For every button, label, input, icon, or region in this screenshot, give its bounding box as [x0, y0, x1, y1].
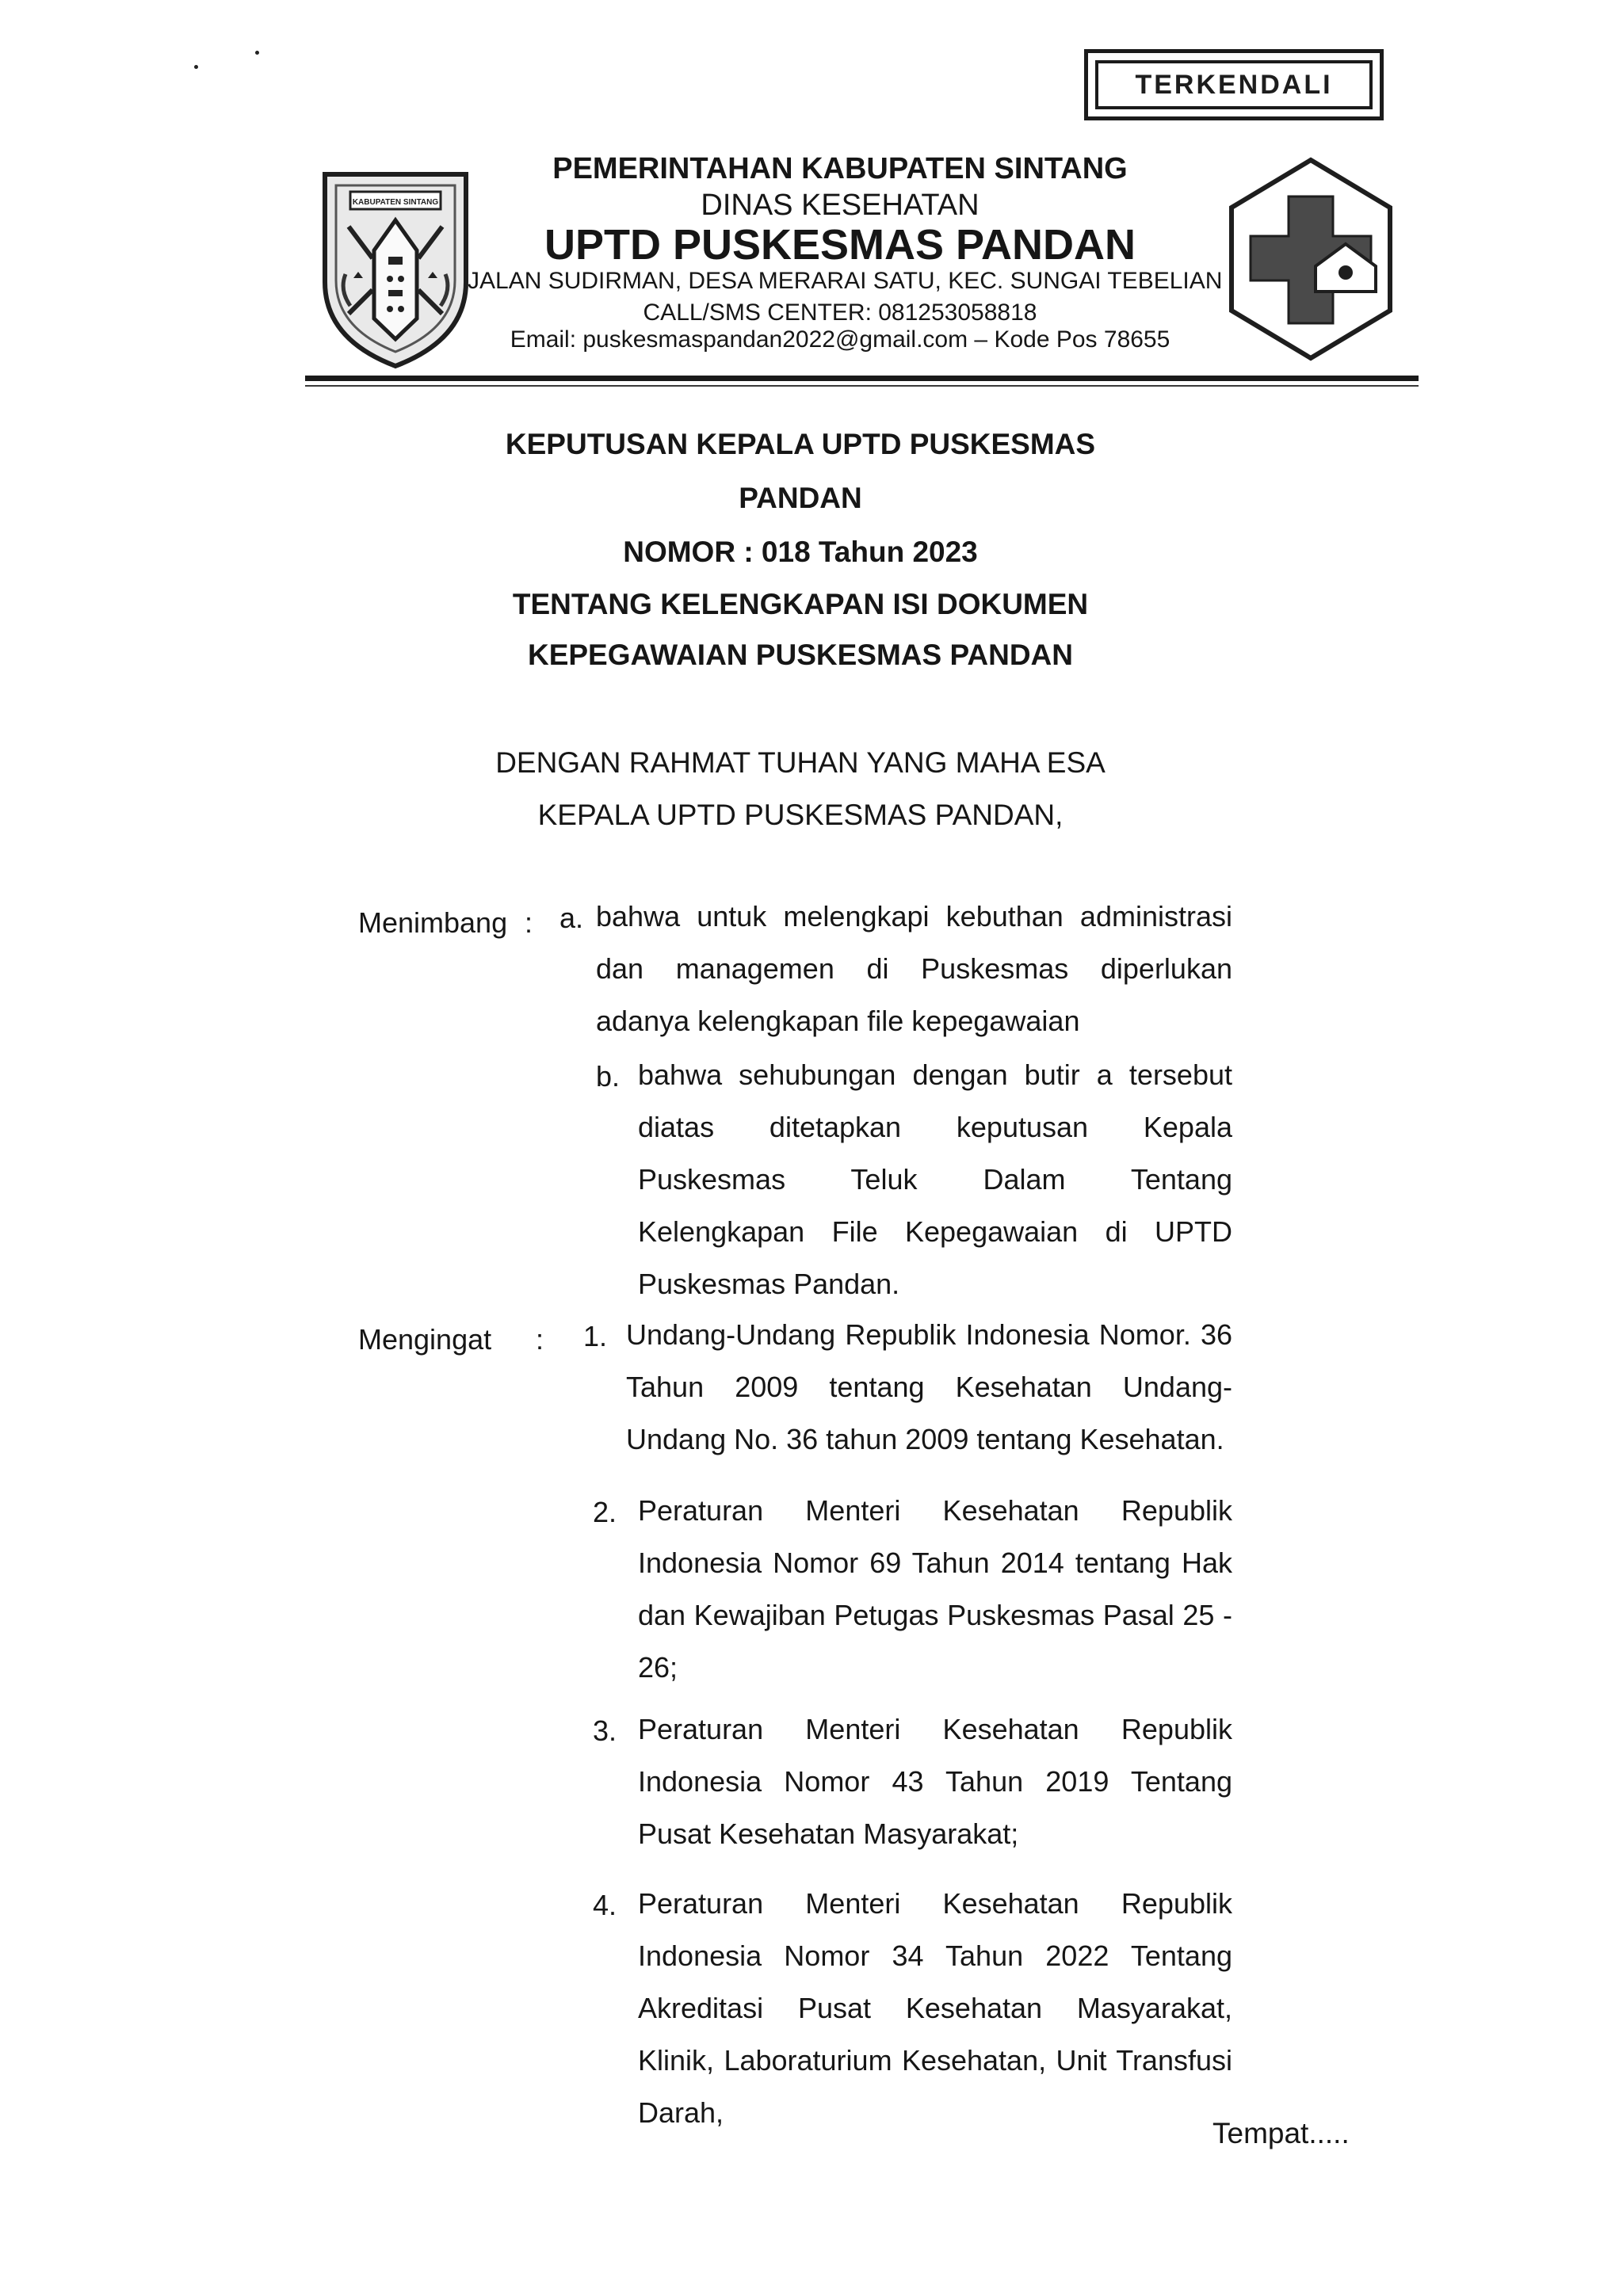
decree-subject-line1: TENTANG KELENGKAPAN ISI DOKUMEN: [512, 588, 1089, 620]
letterhead-rule-thin: [305, 385, 1419, 387]
decree-title-line1: KEPUTUSAN KEPALA UPTD PUSKESMAS: [505, 428, 1096, 460]
letterhead-rule: [305, 376, 1419, 381]
letterhead-government: PEMERINTAHAN KABUPATEN SINTANG: [552, 152, 1128, 185]
crest-banner-text: KABUPATEN SINTANG: [352, 198, 439, 207]
controlled-stamp: [1084, 49, 1384, 120]
mengingat-label: Mengingat: [358, 1323, 492, 1356]
letterhead-address: JALAN SUDIRMAN, DESA MERARAI SATU, KEC. SUNGAI TEBELIAN: [468, 268, 1223, 294]
menimbang-marker-b: b.: [596, 1060, 621, 1093]
mengingat-item-4: Peraturan Menteri Kesehatan Republik Indonesia Nomor 34 Tahun 2022 Tentang Akreditasi Pusat Kesehatan Masyarakat, Klinik, Laboraturium Kesehatan, Unit Transfusi Darah,: [638, 1887, 1232, 2129]
opening-line1: DENGAN RAHMAT TUHAN YANG MAHA ESA: [495, 746, 1106, 779]
menimbang-item-a-text: bahwa untuk melengkapi kebuthan administrasi dan managemen di Puskesmas diperlukan adanya kelengkapan file kepegawaian: [596, 900, 1232, 1037]
scan-speck: [194, 65, 198, 69]
puskesmas-cross-hexagon-icon: [1227, 155, 1395, 363]
menimbang-label: Menimbang: [358, 906, 508, 939]
menimbang-item-b: bahwa sehubungan dengan butir a tersebut diatas ditetapkan keputusan Kepala Puskesmas Teluk Dalam Tentang Kelengkapan File Kepegawaian di UPTD Puskesmas Pandan.: [638, 1058, 1232, 1300]
mengingat-marker-1: 1.: [583, 1320, 608, 1352]
mengingat-marker-2: 2.: [593, 1496, 617, 1528]
decree-subject-line2: KEPEGAWAIAN PUSKESMAS PANDAN: [527, 639, 1073, 671]
menimbang-marker-a: a.: [559, 902, 584, 934]
mengingat-item-2: Peraturan Menteri Kesehatan Republik Indonesia Nomor 69 Tahun 2014 tentang Hak dan Kewajiban Petugas Puskesmas Pasal 25 - 26;: [638, 1494, 1232, 1684]
stamp-text: TERKENDALI: [1095, 60, 1373, 109]
decree-number: NOMOR : 018 Tahun 2023: [623, 536, 978, 568]
footer-place: Tempat.....: [1212, 2117, 1350, 2149]
kabupaten-sintang-crest-icon: [317, 163, 474, 371]
opening-line2: KEPALA UPTD PUSKESMAS PANDAN,: [537, 799, 1064, 831]
mengingat-item-3: Peraturan Menteri Kesehatan Republik Indonesia Nomor 43 Tahun 2019 Tentang Pusat Kesehatan Masyarakat;: [638, 1713, 1232, 1850]
menimbang-item-a: [596, 891, 1232, 1047]
mengingat-marker-3: 3.: [593, 1714, 617, 1747]
letterhead-department: DINAS KESEHATAN: [701, 189, 980, 222]
scan-speck: [255, 51, 259, 55]
letterhead-institution: UPTD PUSKESMAS PANDAN: [544, 221, 1136, 269]
decree-title-line2: PANDAN: [739, 482, 862, 514]
mengingat-marker-4: 4.: [593, 1889, 617, 1921]
letterhead-email: Email: puskesmaspandan2022@gmail.com – Kode Pos 78655: [510, 326, 1170, 353]
mengingat-colon: :: [536, 1323, 544, 1356]
menimbang-colon: :: [525, 906, 533, 939]
mengingat-item-1: Undang-Undang Republik Indonesia Nomor. 36 Tahun 2009 tentang Kesehatan Undang-Undang No. 36 tahun 2009 tentang Kesehatan.: [626, 1318, 1232, 1455]
letterhead-call-center: CALL/SMS CENTER: 081253058818: [643, 299, 1037, 326]
